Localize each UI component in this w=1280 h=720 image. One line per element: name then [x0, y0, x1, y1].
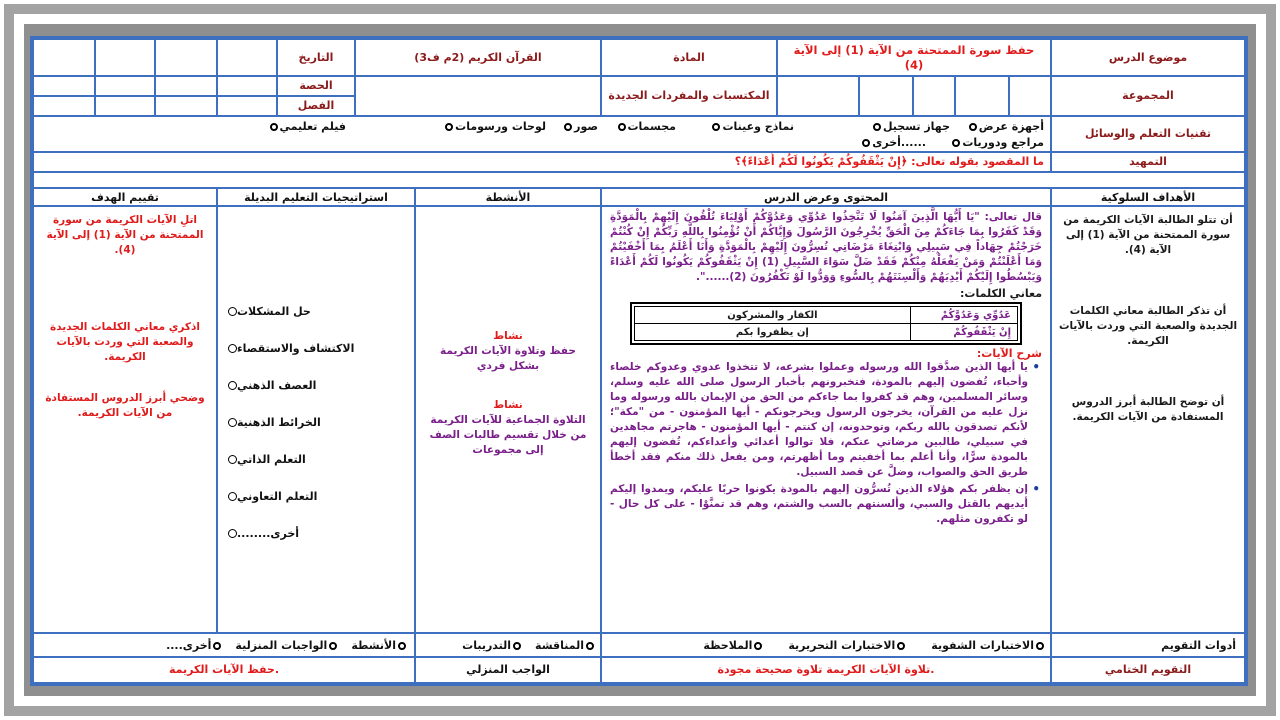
- intro-question: ما المقصود بقوله تعالى: ﴿إِنْ يَثْقَفُوكُمْ يَكُونُوا لَكُمْ أَعْدَاءً﴾؟: [33, 152, 1051, 172]
- group-cell[interactable]: [1009, 76, 1051, 116]
- class-cell[interactable]: [217, 96, 277, 116]
- vocab-row: [635, 307, 1018, 324]
- option-boards[interactable]: لوحات ورسومات: [443, 120, 546, 133]
- activity-title: نشاط: [493, 399, 523, 411]
- assessment-column: [33, 206, 217, 633]
- group-cell[interactable]: [777, 76, 859, 116]
- strategy-option[interactable]: أخرى........: [218, 515, 402, 552]
- vocab-label: المكتسبات والمفردات الجديدة: [601, 76, 777, 116]
- group-cell[interactable]: [913, 76, 955, 116]
- option-film[interactable]: فيلم تعليمي: [268, 120, 346, 133]
- strategy-option[interactable]: التعلم التعاوني: [218, 478, 402, 515]
- explain-item: • إن يظفر بكم هؤلاء الذين تُسرُّون إليهم بالمودة يكونوا حربًا عليكم، ويمدوا إليكم أيديهم بالقتل والسبي، وألسنتهم بالسب والشتم، وهم قد تمنَّوْا - على كل حال - لو تكفرون مثلهم.: [610, 482, 1028, 527]
- strategy-option[interactable]: الخرائط الذهنية: [218, 404, 402, 441]
- vocab-meaning: الكفار والمشركون: [635, 307, 911, 324]
- objective-item: أن توضح الطالبة أبرز الدروس المستفادة من الآيات الكريمة.: [1071, 396, 1225, 423]
- assessment-item: وضحي أبرز الدروس المستفادة من الآيات الكريمة.: [45, 392, 205, 419]
- eval-option[interactable]: الملاحظة: [703, 639, 764, 652]
- period-cell[interactable]: [155, 76, 217, 96]
- strategies-column: [217, 206, 415, 633]
- option-display-devices[interactable]: أجهزة عرض: [967, 120, 1044, 133]
- option-other[interactable]: أخرى......: [860, 136, 926, 149]
- date-label: التاريخ: [277, 39, 355, 76]
- topic-label: موضوع الدرس: [1051, 39, 1245, 76]
- subject-label: المادة: [601, 39, 777, 76]
- vocab-cell[interactable]: [355, 76, 601, 116]
- topic-value: حفظ سورة الممتحنة من الآية (1) إلى الآية (4): [777, 39, 1051, 76]
- activities-column: [415, 206, 601, 633]
- strategy-option[interactable]: التعلم الذاتي: [218, 441, 402, 478]
- eval-option[interactable]: الاختبارات التحريرية: [788, 639, 907, 652]
- eval-option[interactable]: المناقشة: [535, 639, 596, 652]
- activity-title: نشاط: [493, 330, 523, 342]
- vocab-word: إِنْ يَثْقَفُوكُمْ: [910, 324, 1017, 341]
- resources-options: [33, 116, 1051, 152]
- explain-title: شرح الآيات:: [976, 347, 1042, 360]
- eval-tools-options: [33, 633, 415, 657]
- group-cell[interactable]: [859, 76, 913, 116]
- objectives-header: الأهداف السلوكية: [1051, 188, 1245, 206]
- period-label: الحصة: [277, 76, 355, 96]
- resources-label: تقنيات التعلم والوسائل: [1051, 116, 1245, 152]
- objective-item: أن تتلو الطالبة الآيات الكريمة من سورة الممتحنة من الآية (1) إلى الآية (4).: [1063, 214, 1233, 256]
- group-cell[interactable]: [955, 76, 1009, 116]
- content-column: [601, 206, 1051, 633]
- explain-item: • يا أيها الذين صدَّقوا الله ورسوله وعملوا بشرعه، لا تتخذوا عدوي وعدوكم خلصاء وأحباء، تُفضون إليهم بالمودة، فتخبرونهم بأخبار الرسول صلى الله عليه وسلم، وسائر المسلمين، وهم قد كفروا بما جاءكم من الحق من الإيمان بالله ورسوله وما نزل عليه من القرآن، يخرجون الرسول ويخرجونكم - أيها المؤمنون - من "مكة"؛ لأنكم تصدقون بالله ربكم، وتوحدونه، إن كنتم - أيها المؤمنون - هاجرتم مجاهدين في سبيلي، طالبين مرضاتي عنكم، فلا توالوا أعدائي وأعداءكم، تُفضون إليهم بالمودة سرًّا، وأنا أعلم بما أخفيتم وما أظهرتم، ومن يفعل ذلك منكم فقد أخطأ طريق الحق والصواب، وضلَّ عن قصد السبيل.: [610, 360, 1028, 480]
- period-cell[interactable]: [217, 76, 277, 96]
- activity-text: حفظ وتلاوة الآيات الكريمة بشكل فردي: [440, 345, 576, 372]
- final-eval-label: التقويم الختامي: [1051, 657, 1245, 683]
- content-header: المحتوى وعرض الدرس: [601, 188, 1051, 206]
- eval-option[interactable]: الاختبارات الشفوية: [931, 639, 1046, 652]
- option-references[interactable]: مراجع ودوريات: [950, 136, 1044, 149]
- vocab-word: عَدُوِّي وَعَدُوَّكُمْ: [910, 307, 1017, 324]
- vocab-title: معاني الكلمات:: [960, 287, 1042, 300]
- objective-item: أن تذكر الطالبة معاني الكلمات الجديدة والصعبة التي وردت بالآيات الكريمة.: [1058, 305, 1238, 347]
- lesson-plan-sheet: [30, 36, 1248, 686]
- strategy-option[interactable]: الاكتشاف والاستقصاء: [218, 330, 402, 367]
- assessment-header: تقييم الهدف: [33, 188, 217, 206]
- class-cell[interactable]: [155, 96, 217, 116]
- class-label: الفصل: [277, 96, 355, 116]
- verse-text: قال تعالى: "يَا أَيُّهَا الَّذِينَ آمَنُوا لَا تَتَّخِذُوا عَدُوِّي وَعَدُوَّكُمْ أَوْلِيَاءَ تُلْقُونَ إِلَيْهِمْ بِالْمَوَدَّةِ وَقَدْ كَفَرُوا بِمَا جَاءَكُمْ مِنَ الْحَقِّ يُخْرِجُونَ الرَّسُولَ وَإِيَّاكُمْ أَنْ تُؤْمِنُوا بِاللَّهِ رَبِّكُمْ إِنْ كُنْتُمْ خَرَجْتُمْ جِهَاداً فِي سَبِيلِي وَابْتِغَاءَ مَرْضَاتِي تُسِرُّونَ إِلَيْهِمْ بِالْمَوَدَّةِ وَأَنَا أَعْلَمُ بِمَا أَخْفَيْتُمْ وَمَا أَعْلَنْتُمْ وَمَنْ يَفْعَلْهُ مِنْكُمْ فَقَدْ ضَلَّ سَوَاءَ السَّبِيلِ (1) إِنْ يَثْقَفُوكُمْ يَكُونُوا لَكُمْ أَعْدَاءً وَيَبْسُطُوا إِلَيْكُمْ أَيْدِيَهُمْ وَأَلْسِنَتَهُمْ بِالسُّوءِ وَوَدُّوا لَوْ تَكْفُرُونَ (2)......".: [610, 211, 1043, 283]
- option-3d-models[interactable]: مجسمات: [616, 120, 677, 133]
- intro-label: التمهيد: [1051, 152, 1245, 172]
- option-pictures[interactable]: صور: [562, 120, 598, 133]
- eval-tools-label: أدوات التقويم: [1051, 633, 1245, 657]
- final-eval-text: تلاوة الآيات الكريمة تلاوة صحيحة مجودة.: [601, 657, 1051, 683]
- option-models[interactable]: نماذج وعينات: [710, 120, 794, 133]
- subject-value: القرآن الكريم (2م ف3): [355, 39, 601, 76]
- date-cell[interactable]: [217, 39, 277, 76]
- activity-text: التلاوة الجماعية للآيات الكريمة من خلال تقسيم طالبات الصف إلى مجموعات: [429, 414, 587, 456]
- activities-header: الأنشطة: [415, 188, 601, 206]
- period-cell[interactable]: [33, 76, 95, 96]
- period-cell[interactable]: [95, 76, 155, 96]
- class-cell[interactable]: [33, 96, 95, 116]
- vocab-row: [635, 324, 1018, 341]
- date-cell[interactable]: [33, 39, 95, 76]
- strategy-option[interactable]: حل المشكلات: [218, 293, 402, 330]
- eval-option[interactable]: الأنشطة: [351, 639, 408, 652]
- vocab-table: [630, 302, 1022, 345]
- strategies-header: استراتيجيات التعليم البديلة: [217, 188, 415, 206]
- eval-option[interactable]: أخرى....: [166, 639, 223, 652]
- vocab-meaning: إن يظفروا بكم: [635, 324, 911, 341]
- objectives-column: [1051, 206, 1245, 633]
- assessment-item: اتلِ الآيات الكريمة من سورة الممتحنة من الآية (1) إلى الآية (4).: [46, 214, 204, 256]
- date-cell[interactable]: [95, 39, 155, 76]
- homework-text: حفظ الآيات الكريمة.: [33, 657, 415, 683]
- class-cell[interactable]: [95, 96, 155, 116]
- eval-tools-options: [415, 633, 601, 657]
- date-cell[interactable]: [155, 39, 217, 76]
- assessment-item: اذكري معاني الكلمات الجديدة والصعبة التي وردت بالآيات الكريمة.: [50, 321, 200, 363]
- group-label: المجموعة: [1051, 76, 1245, 116]
- eval-tools-options: [601, 633, 1051, 657]
- spacer-row: [33, 172, 1245, 188]
- strategy-option[interactable]: العصف الذهني: [218, 367, 402, 404]
- eval-option[interactable]: التدريبات: [462, 639, 523, 652]
- activity-block: [424, 398, 592, 458]
- eval-option[interactable]: الواجبات المنزلية: [235, 639, 339, 652]
- homework-label: الواجب المنزلي: [415, 657, 601, 683]
- option-recorder[interactable]: جهاز تسجيل: [871, 120, 950, 133]
- activity-block: [424, 329, 592, 374]
